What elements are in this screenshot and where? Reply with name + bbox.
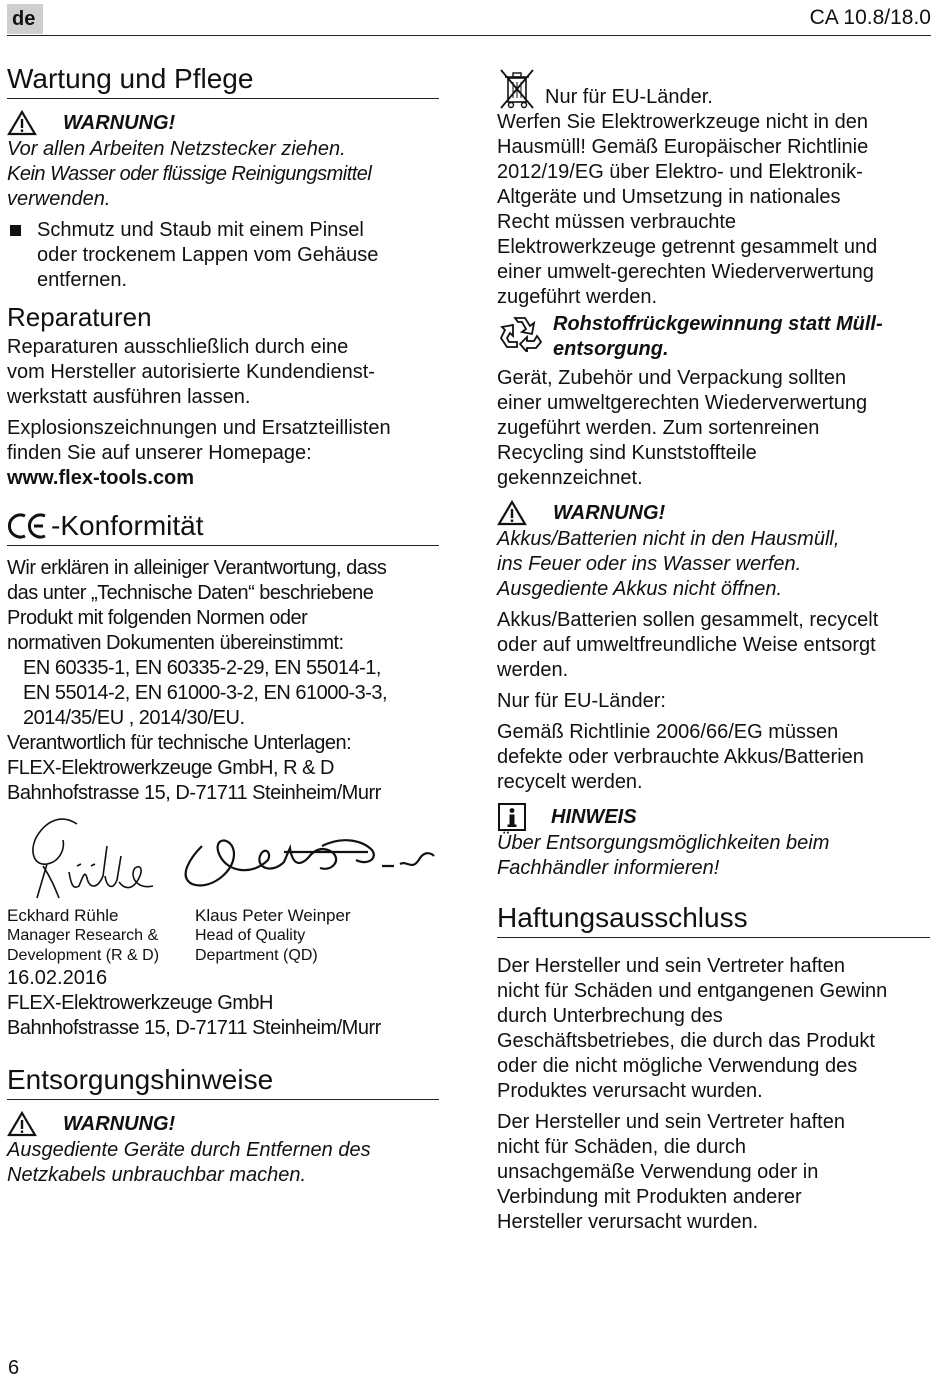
eu-text: Hausmüll! Gemäß Europäischer Richtlinie	[497, 136, 869, 158]
conformity-text: Produkt mit folgenden Normen oder	[7, 607, 308, 629]
battery-text: oder auf umweltfreundliche Weise entsorgt	[497, 634, 876, 656]
signatures-area	[7, 806, 439, 906]
bullet-text: Schmutz und Staub mit einem Pinsel	[37, 219, 364, 241]
liability-text: Der Hersteller und sein Vertreter haften	[497, 955, 845, 977]
eu-text: 2012/19/EG über Elektro- und Elektronik-	[497, 161, 863, 183]
recycling-icon	[497, 312, 543, 352]
signer-role: Department (QD)	[195, 947, 318, 964]
bullet-text: entfernen.	[37, 269, 128, 291]
battery-warning-header	[497, 499, 930, 527]
bullet-square-icon	[10, 225, 21, 236]
page-number: 6	[8, 1357, 20, 1379]
battery-directive-text: defekte oder verbrauchte Akkus/Batterien	[497, 746, 864, 768]
conformity-heading	[7, 509, 439, 546]
warning-label: WARNUNG!	[63, 1112, 176, 1135]
eu-only-label: Nur für EU-Länder:	[497, 690, 666, 712]
norms-line: EN 55014-2, EN 61000-3-2, EN 61000-3-3,	[23, 682, 388, 704]
eu-text: Altgeräte und Umsetzung in nationales	[497, 186, 841, 208]
liability-text: nicht für Schäden und entgangenen Gewinn	[497, 980, 888, 1002]
liability-text: nicht für Schäden, die durch	[497, 1136, 747, 1158]
bullet-text: oder trockenem Lappen vom Gehäuse	[37, 244, 379, 266]
company-address: Bahnhofstrasse 15, D-71711 Steinheim/Murr	[7, 1017, 381, 1039]
warning-label: WARNUNG!	[63, 111, 176, 134]
liability-text: Geschäftsbetriebes, die durch das Produkt	[497, 1030, 875, 1052]
signer-weinper	[195, 906, 351, 966]
eu-text: Werfen Sie Elektrowerkzeuge nicht in den	[497, 111, 868, 133]
recycling-text: Gerät, Zubehör und Verpackung sollten	[497, 367, 847, 389]
model-number: CA 10.8/18.0	[809, 6, 931, 29]
homepage-link[interactable]: www.flex-tools.com	[7, 467, 195, 489]
signer-ruehle	[7, 906, 195, 966]
repairs-heading: Reparaturen	[7, 302, 152, 332]
recycling-text: gekennzeichnet.	[497, 467, 643, 489]
signature-date: 16.02.2016	[7, 967, 108, 989]
note-label: HINWEIS	[551, 805, 637, 828]
signer-name: Eckhard Rühle	[7, 906, 119, 925]
battery-directive-text: recycelt werden.	[497, 771, 643, 793]
responsible-text: Verantwortlich für technische Unterlagen:	[7, 732, 352, 754]
repairs-text: Reparaturen ausschließlich durch eine	[7, 336, 349, 358]
maintenance-heading: Wartung und Pflege	[7, 62, 439, 99]
crossed-bin-icon	[497, 68, 537, 110]
warning-text: ins Feuer oder ins Wasser werfen.	[497, 553, 802, 575]
conformity-title: -Konformität	[51, 510, 204, 541]
recycling-title: entsorgung.	[553, 338, 669, 360]
header-rule	[7, 35, 931, 36]
liability-text: Der Hersteller und sein Vertreter haften	[497, 1111, 845, 1133]
conformity-text: Wir erklären in alleiniger Verantwortung, dass	[7, 557, 387, 579]
battery-text: Akkus/Batterien sollen gesammelt, recycelt	[497, 609, 879, 631]
repairs-text: werkstatt ausführen lassen.	[7, 386, 251, 408]
cleaning-bullet	[7, 218, 439, 293]
warning-text: Ausgediente Geräte durch Entfernen des	[7, 1139, 371, 1161]
recycling-title: Rohstoffrückgewinnung statt Müll-	[553, 313, 883, 335]
warning-triangle-icon	[7, 1111, 37, 1137]
right-column	[497, 68, 930, 1235]
liability-text: Produktes verursacht wurden.	[497, 1080, 763, 1102]
conformity-text: das unter „Technische Daten“ beschriebene	[7, 582, 374, 604]
battery-text: werden.	[497, 659, 569, 681]
signer-role: Head of Quality	[195, 927, 306, 944]
norms-line: 2014/35/EU , 2014/30/EU.	[23, 707, 245, 729]
liability-text: Hersteller verursacht wurden.	[497, 1211, 759, 1233]
left-column	[7, 62, 439, 1188]
signature-weinper	[172, 806, 442, 906]
warning-text: Netzkabels unbrauchbar machen.	[7, 1164, 307, 1186]
responsible-text: FLEX-Elektrowerkzeuge GmbH, R & D	[7, 757, 334, 779]
eu-text: einer umwelt-gerechten Wiederverwertung	[497, 261, 874, 283]
warning-text: Kein Wasser oder flüssige Reinigungsmittel	[7, 163, 372, 185]
company-name: FLEX-Elektrowerkzeuge GmbH	[7, 992, 273, 1014]
recycling-row	[497, 312, 930, 362]
language-tab: de	[7, 4, 43, 34]
eu-text: Elektrowerkzeuge getrennt gesammelt und	[497, 236, 878, 258]
note-header	[497, 803, 930, 831]
liability-text: unsachgemäße Verwendung oder in	[497, 1161, 819, 1183]
eu-only-label: Nur für EU-Länder.	[545, 86, 713, 108]
disposal-warning-header	[7, 1110, 439, 1138]
signers	[7, 906, 439, 966]
signer-name: Klaus Peter Weinper	[195, 906, 351, 925]
liability-text: durch Unterbrechung des	[497, 1005, 723, 1027]
repairs-text: Explosionszeichnungen und Ersatzteillisten	[7, 417, 391, 439]
note-text: Über Entsorgungsmöglichkeiten beim	[497, 832, 830, 854]
info-icon	[497, 802, 527, 832]
warning-triangle-icon	[7, 110, 37, 136]
signature-ruehle	[7, 806, 167, 906]
liability-text: oder die nicht mögliche Verwendung des	[497, 1055, 858, 1077]
warning-text: verwenden.	[7, 188, 111, 210]
liability-text: Verbindung mit Produkten anderer	[497, 1186, 802, 1208]
recycling-text: zugeführt werden. Zum sortenreinen	[497, 417, 820, 439]
eu-only-row	[497, 68, 930, 110]
maintenance-warning-header	[7, 109, 439, 137]
recycling-text: Recycling sind Kunststoffteile	[497, 442, 757, 464]
warning-text: Vor allen Arbeiten Netzstecker ziehen.	[7, 138, 346, 160]
responsible-text: Bahnhofstrasse 15, D-71711 Steinheim/Murr	[7, 782, 381, 804]
signer-role: Manager Research &	[7, 927, 159, 944]
conformity-text: normativen Dokumenten übereinstimmt:	[7, 632, 344, 654]
repairs-text: finden Sie auf unserer Homepage:	[7, 442, 312, 464]
norms-line: EN 60335-1, EN 60335-2-29, EN 55014-1,	[23, 657, 381, 679]
repairs-text: vom Hersteller autorisierte Kundendienst-	[7, 361, 375, 383]
ce-mark-icon	[7, 512, 51, 540]
battery-directive-text: Gemäß Richtlinie 2006/66/EG müssen	[497, 721, 839, 743]
disposal-heading: Entsorgungshinweise	[7, 1063, 439, 1100]
recycling-text: einer umweltgerechten Wiederverwertung	[497, 392, 868, 414]
warning-text: Akkus/Batterien nicht in den Hausmüll,	[497, 528, 840, 550]
warning-label: WARNUNG!	[553, 501, 666, 524]
signer-role: Development (R & D)	[7, 947, 160, 964]
warning-triangle-icon	[497, 500, 527, 526]
liability-heading: Haftungsausschluss	[497, 901, 930, 938]
warning-text: Ausgediente Akkus nicht öffnen.	[497, 578, 782, 600]
eu-text: zugeführt werden.	[497, 286, 658, 308]
eu-text: Recht müssen verbrauchte	[497, 211, 737, 233]
note-text: Fachhändler informieren!	[497, 857, 720, 879]
